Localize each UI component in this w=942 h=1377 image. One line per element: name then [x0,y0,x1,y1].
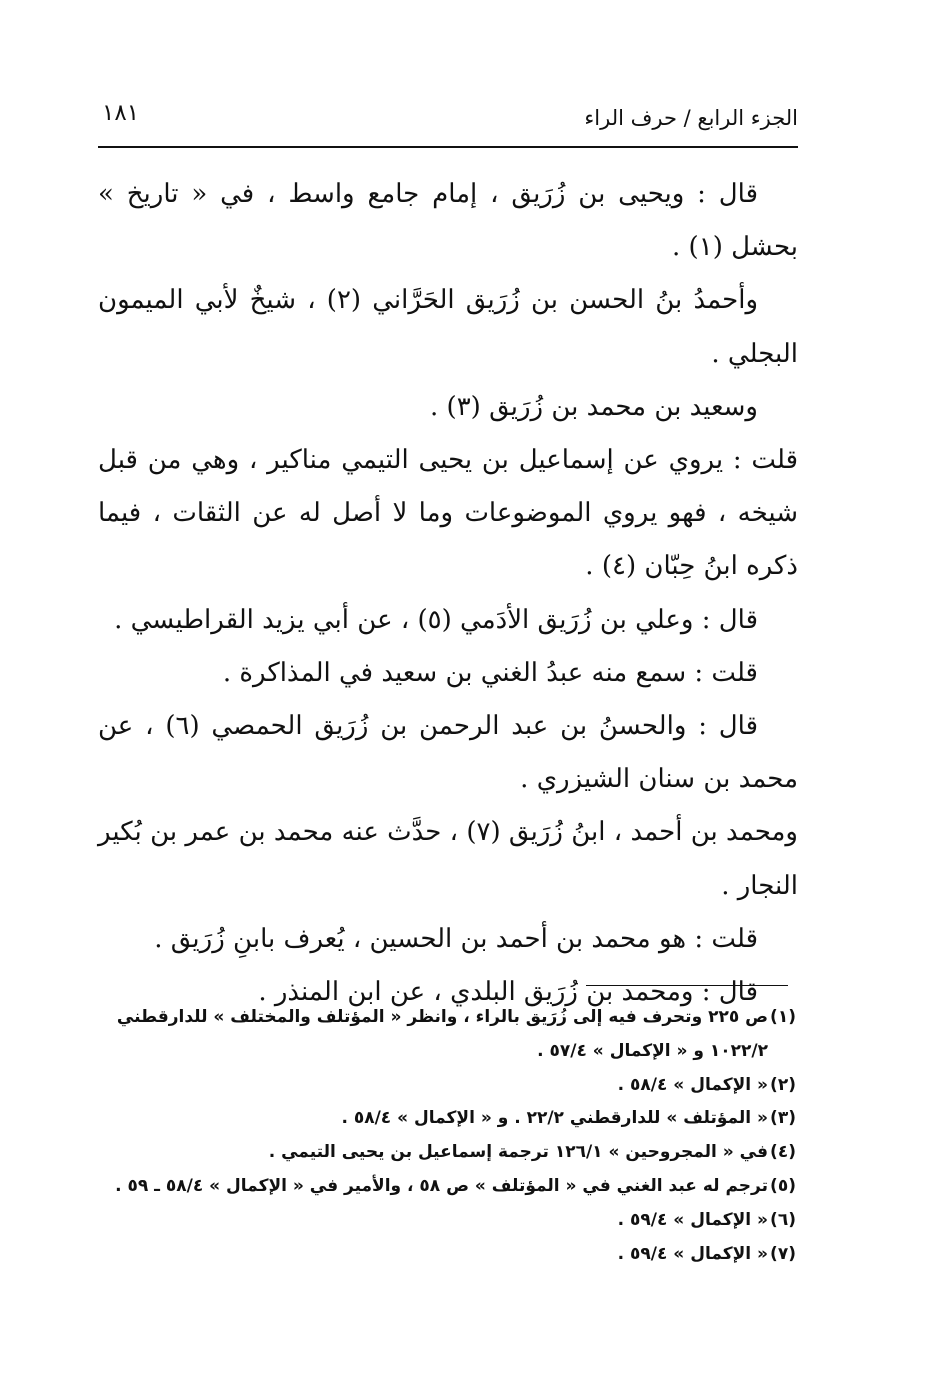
footnote-text: في « المجروحين » ١٢٦/١ ترجمة إسماعيل بن يحيى التيمي . [268,1142,768,1163]
paragraph: وأحمدُ بنُ الحسن بن زُرَيق الحَرَّاني (٢) ، شيخٌ لأبي الميمون البجلي . [98,285,798,369]
footnote [96,1069,796,1103]
footnote-text: « الإكمال » ٥٩/٤ . [617,1209,768,1230]
page-number: ١٨١ [102,100,140,126]
footnote [96,1001,796,1069]
paragraph: قلت : هو محمد بن أحمد بن الحسين ، يُعرف بابنِ زُرَيق . [154,923,758,954]
paragraph: قال : وعلي بن زُرَيق الأدَمي (٥) ، عن أبي يزيد القراطيسي . [114,604,758,635]
paragraph: وسعيد بن محمد بن زُرَيق (٣) . [430,391,758,422]
footnotes [96,1001,796,1271]
footnote [96,1238,796,1272]
footnote-text: « الإكمال » ٥٩/٤ . [617,1243,768,1264]
footnote-number: (٦) [770,1209,796,1230]
paragraph: قال : ومحمد بن زُرَيق البلدي ، عن ابن المنذر . [258,977,758,1008]
footnote-number: (٤) [770,1142,796,1163]
paragraph: قال : ويحيى بن زُرَيق ، إمام جامع واسط ، في « تاريخ » بحشل (١) . [98,179,798,263]
footnote [96,1204,796,1238]
footnote-text: ترجم له عبد الغني في « المؤتلف » ص ٥٨ ، والأمير في « الإكمال » ٥٨/٤ ـ ٥٩ . [115,1175,768,1196]
footnote-number: (١) [770,1007,796,1027]
paragraph: ومحمد بن أحمد ، ابنُ زُرَيق (٧) ، حدَّث عنه محمد بن عمر بن بُكير النجار . [98,817,798,901]
page-header [98,92,798,148]
paragraph: قال : والحسنُ بن عبد الرحمن بن زُرَيق الحمصي (٦) ، عن محمد بن سنان الشيزري . [98,711,798,795]
running-head: الجزء الرابع / حرف الراء [584,106,798,130]
footnote-number: (٧) [770,1243,796,1264]
main-text [98,168,798,1019]
footnote [96,1170,796,1204]
footnote [96,1136,796,1170]
footnote-number: (٣) [770,1108,796,1129]
footnote-text: « الإكمال » ٥٨/٤ . [617,1074,768,1095]
paragraph: قلت : سمع منه عبدُ الغني بن سعيد في المذاكرة . [222,657,758,688]
footnote [96,1102,796,1136]
footnote-text: ص ٢٢٥ وتحرف فيه إلى زُرَيق بالراء ، وانظر « المؤتلف والمختلف » للدارقطني ١٠٢٢/٢ و « الإكمال » ٥٧/٤ . [116,1007,768,1061]
footnote-number: (٢) [770,1074,796,1095]
footnote-number: (٥) [770,1175,796,1196]
footnote-text: « المؤتلف » للدارقطني ٢٢/٢ . و « الإكمال » ٥٨/٤ . [341,1108,768,1129]
paragraph: قلت : يروي عن إسماعيل بن يحيى التيمي مناكير ، وهي من قبل شيخه ، فهو يروي الموضوعات وما لا أصل له عن الثقات ، فيما ذكره ابنُ حِبّان (٤) . [98,445,798,582]
footnote-separator [586,985,788,986]
